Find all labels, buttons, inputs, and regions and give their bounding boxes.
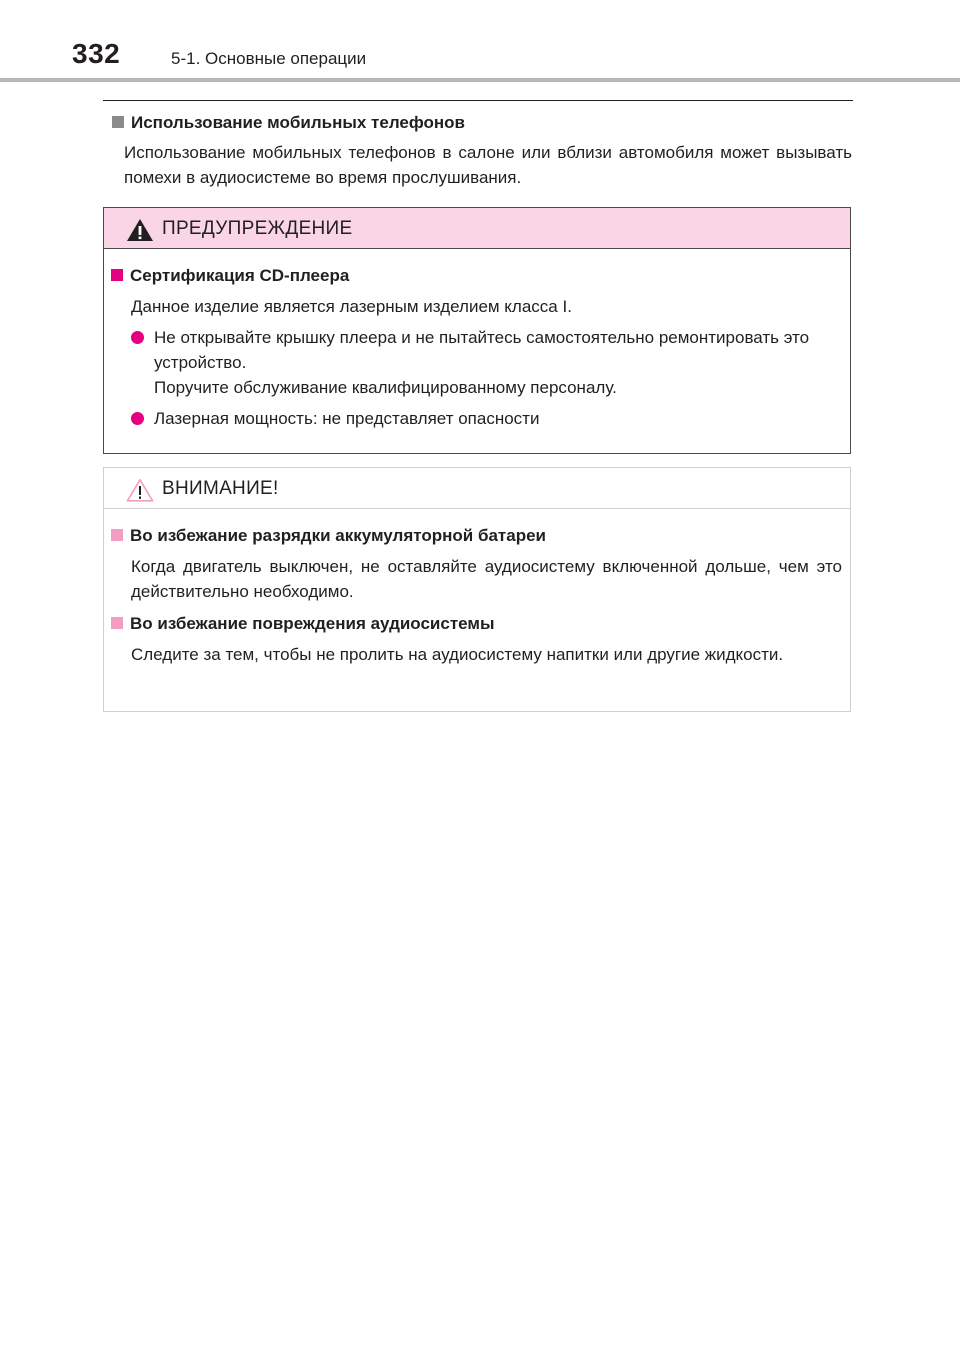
content-divider: [103, 100, 853, 101]
caution-text: Когда двигатель выключен, не оставляйте аудиосистему включенной дольше, чем это действительно необходимо.: [131, 557, 842, 601]
caution-heading-text: Во избежание разрядки аккумуляторной батареи: [130, 526, 546, 545]
page-number: 332: [72, 38, 121, 69]
header-divider: [0, 78, 960, 82]
warning-triangle-icon: [126, 218, 154, 242]
list-item: [111, 406, 842, 431]
warning-text: Данное изделие является лазерным изделием класса I.: [131, 297, 572, 316]
section-title: 5-1. Основные операции: [171, 49, 367, 68]
caution-box-body: [104, 509, 850, 667]
square-bullet-icon: [111, 529, 123, 541]
bullet-text: Поручите обслуживание квалифицированному персоналу.: [154, 378, 617, 397]
caution-text: Следите за тем, чтобы не пролить на аудиосистему напитки или другие жидкости.: [131, 645, 784, 664]
warning-heading: [111, 264, 842, 288]
intro-heading: [112, 111, 852, 135]
intro-text: Использование мобильных телефонов в салоне или вблизи автомобиля может вызывать помехи в аудиосистеме во время прослушивания.: [124, 143, 852, 187]
warning-box-body: [104, 249, 850, 431]
warning-box: [103, 207, 851, 454]
square-bullet-icon: [111, 617, 123, 629]
caution-heading-text: Во избежание повреждения аудиосистемы: [130, 614, 495, 633]
caution-title: ВНИМАНИЕ!: [162, 478, 279, 499]
caution-block: [111, 524, 842, 604]
caution-heading: [111, 524, 842, 548]
bullet-text: Не открывайте крышку плеера и не пытайтесь самостоятельно ремонтировать это устройство.: [154, 328, 810, 372]
caution-heading: [111, 612, 842, 636]
caution-triangle-icon: [126, 478, 154, 502]
square-bullet-icon: [111, 269, 123, 281]
intro-heading-text: Использование мобильных телефонов: [131, 113, 465, 132]
caution-block: [111, 612, 842, 667]
list-item: [111, 325, 842, 400]
warning-box-header: [104, 208, 850, 249]
caution-box-header: [104, 468, 850, 509]
bullet-text: Лазерная мощность: не представляет опасности: [154, 409, 540, 428]
warning-title: ПРЕДУПРЕЖДЕНИЕ: [162, 218, 353, 239]
square-bullet-icon: [112, 116, 124, 128]
circle-bullet-icon: [131, 412, 144, 425]
caution-box: [103, 467, 851, 712]
circle-bullet-icon: [131, 331, 144, 344]
warning-heading-text: Сертификация CD-плеера: [130, 266, 350, 285]
intro-section: [112, 111, 852, 190]
